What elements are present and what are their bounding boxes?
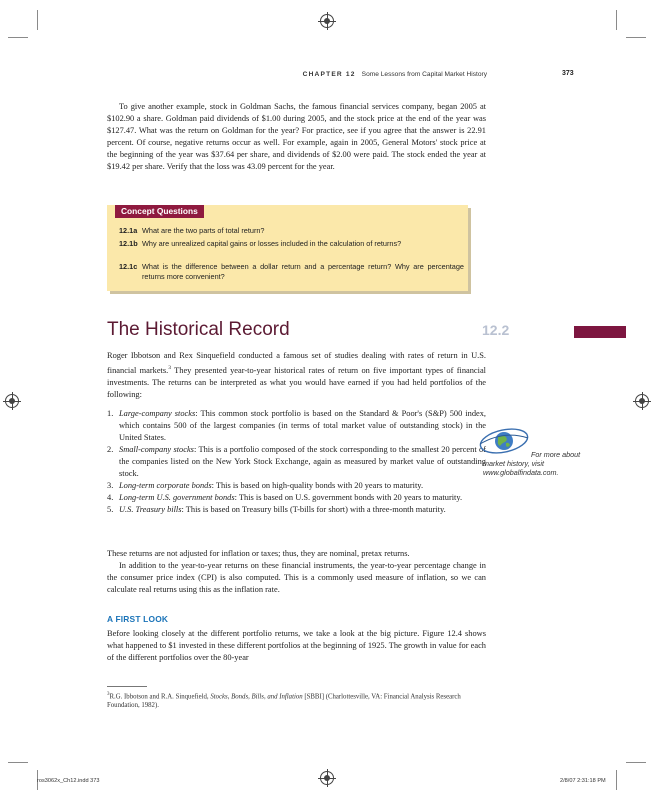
- portfolio-list: [107, 408, 486, 516]
- list-term: U.S. Treasury bills: [119, 505, 182, 514]
- registration-mark-icon: [5, 394, 19, 408]
- page-number: 373: [562, 70, 574, 77]
- first-look-paragraph: Before looking closely at the different portfolio returns, we take a look at the big picture. Figure 12.4 shows what happened to $1 invested in these different portfolios at the beginning of 1925. The growth in value for each of the different portfolios over the 80-year: [107, 629, 486, 662]
- slug-file: ros3062x_Ch12.indd 373: [37, 778, 100, 784]
- section-number: 12.2: [482, 322, 510, 338]
- list-desc: : This is based on high-quality bonds with 20 years to maturity.: [211, 481, 424, 490]
- list-term: Long-term U.S. government bonds: [119, 493, 235, 502]
- list-number: 3.: [107, 481, 114, 490]
- question-text: What is the difference between a dollar return and a percentage return? Why are percentage returns more convenient?: [142, 262, 464, 281]
- footnote-text: R.G. Ibbotson and R.A. Sinquefield,: [109, 693, 211, 701]
- registration-mark-icon: [320, 771, 334, 785]
- crop-mark: [626, 762, 646, 763]
- nominal-returns-paragraph: These returns are not adjusted for inflation or taxes; thus, they are nominal, pretax returns.: [107, 549, 410, 558]
- margin-note: [483, 450, 593, 477]
- concept-questions-title: Concept Questions: [115, 205, 204, 218]
- list-number: 2.: [107, 445, 114, 454]
- list-term: Large-company stocks: [119, 409, 196, 418]
- concept-questions-box: [107, 205, 468, 291]
- list-desc: : This is a portfolio composed of the stock corresponding to the smallest 20 percent of the companies listed on the New York Stock Exchange, again as measured by market value of outstanding stock.: [119, 445, 486, 478]
- list-item: [107, 408, 486, 444]
- cpi-paragraph: In addition to the year-to-year returns on these financial instruments, the year-to-year percentage change in the consumer price index (CPI) is also computed. This is a commonly used measure of inflation, so we can calculate real returns using this as the inflation rate.: [107, 561, 486, 594]
- list-desc: : This is based on U.S. government bonds with 20 years to maturity.: [234, 493, 463, 502]
- list-term: Long-term corporate bonds: [119, 481, 212, 490]
- list-item: [107, 492, 486, 504]
- section-intro-paragraph: [107, 350, 486, 401]
- registration-mark-icon: [635, 394, 649, 408]
- crop-mark: [8, 37, 28, 38]
- list-number: 4.: [107, 493, 114, 502]
- question-number: 12.1c: [119, 262, 138, 271]
- section-title: The Historical Record: [107, 319, 290, 340]
- intro-text: Roger Ibbotson and Rex Sinquefield conducted a famous set of studies dealing with rates of return in U.S. financial markets.: [107, 351, 486, 375]
- list-item: [107, 480, 486, 492]
- question-text: Why are unrealized capital gains or losses included in the calculation of returns?: [142, 239, 402, 248]
- list-desc: : This is based on Treasury bills (T-bills for short) with a three-month maturity.: [181, 505, 446, 514]
- question-number: 12.1b: [119, 239, 138, 248]
- crop-mark: [626, 37, 646, 38]
- crop-mark: [616, 10, 617, 30]
- concept-question: [119, 239, 464, 249]
- intro-text-cont: They presented year-to-year historical rates of return on five important types of financial investments. The returns can be interpreted as what you would have earned if you had held portfolios of the following:: [107, 365, 486, 399]
- concept-question: [119, 262, 464, 282]
- registration-mark-icon: [320, 14, 334, 28]
- intro-paragraph: To give another example, stock in Goldman Sachs, the famous financial services company, began 2005 at $102.90 a share. Goldman paid dividends of $1.00 during 2005, and the stock price at the end of the year was $127.47. What was the return on Goldman for the year? For practice, see if you agree that the answer is 22.91 percent. Of course, negative returns occur as well. For example, again in 2005, General Motors' stock price at the beginning of the year was $37.64 per share, and dividends of $2.00 were paid. The stock ended the year at $19.42 per share. Verify that the loss was 43.09 percent for the year.: [107, 102, 486, 171]
- concept-question: [119, 226, 464, 236]
- list-item: [107, 504, 486, 516]
- first-look-heading: A FIRST LOOK: [107, 614, 169, 624]
- running-head: [200, 71, 487, 78]
- question-text: What are the two parts of total return?: [142, 226, 265, 235]
- footnote-reference: 3: [168, 365, 171, 371]
- list-number: 1.: [107, 409, 114, 418]
- footnote-book-title: Stocks, Bonds, Bills, and Inflation: [210, 693, 303, 701]
- globalfindata-link[interactable]: www.globalfindata.com.: [483, 468, 559, 477]
- footnote-divider: [107, 686, 147, 687]
- section-tab-bar: [574, 326, 626, 338]
- footnote: [107, 690, 486, 710]
- margin-note-line2: market history, visit: [483, 459, 544, 468]
- chapter-title: Some Lessons from Capital Market History: [361, 71, 487, 78]
- question-number: 12.1a: [119, 226, 138, 235]
- list-term: Small-company stocks: [119, 445, 194, 454]
- crop-mark: [616, 770, 617, 790]
- crop-mark: [37, 10, 38, 30]
- list-number: 5.: [107, 505, 114, 514]
- slug-date: 2/8/07 2:31:18 PM: [560, 778, 606, 784]
- footnote-text-cont: [SBBI] (Charlottesville, VA: Financial Analysis Research Foundation, 1982).: [107, 693, 461, 710]
- margin-note-line1: For more about: [531, 450, 581, 459]
- footnote-marker: 3: [107, 692, 110, 697]
- list-desc: : This common stock portfolio is based on the Standard & Poor's (S&P) 500 index, which contains 500 of the largest companies (in terms of total market value of outstanding stock) in the United States.: [119, 409, 486, 442]
- chapter-label: CHAPTER 12: [302, 71, 356, 78]
- crop-mark: [8, 762, 28, 763]
- list-item: [107, 444, 486, 480]
